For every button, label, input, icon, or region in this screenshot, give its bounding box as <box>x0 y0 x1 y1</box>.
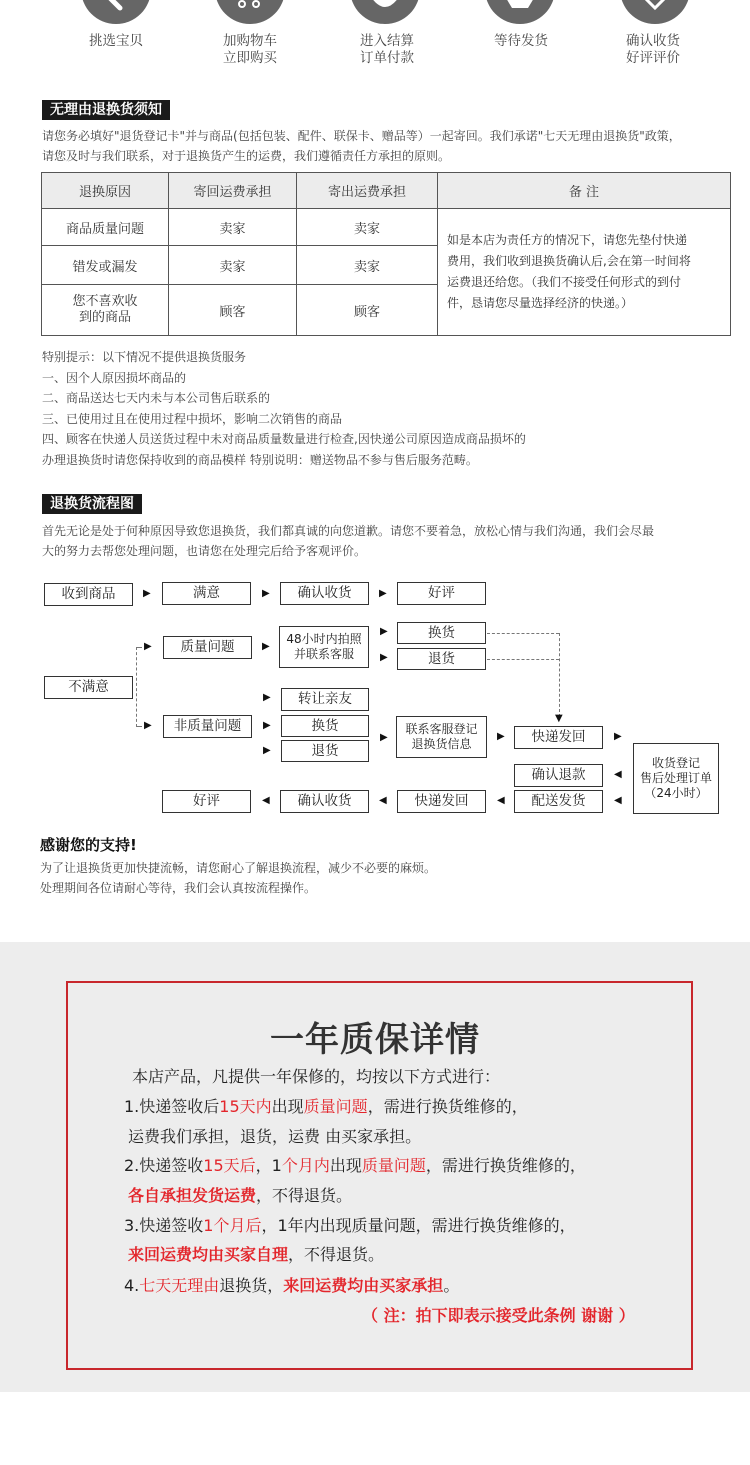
flow-connector <box>136 726 142 727</box>
table-cell: 顾客 <box>297 285 438 336</box>
flow-connector <box>487 659 559 660</box>
flow-satisfied: 满意 <box>162 582 251 605</box>
flow-unsatisfied: 不满意 <box>44 676 133 699</box>
wallet-icon <box>350 0 420 24</box>
step-label-1: 挑选宝贝 <box>89 33 143 49</box>
policy-title: 无理由退换货须知 <box>42 100 170 120</box>
arrow-left-icon: ◀ <box>262 795 270 806</box>
thanks-title: 感谢您的支持! <box>40 836 137 854</box>
table-cell: 商品质量问题 <box>42 209 169 246</box>
table-cell: 卖家 <box>169 209 297 246</box>
table-cell: 您不喜欢收 到的商品 <box>42 285 169 336</box>
flow-received: 收到商品 <box>44 583 133 606</box>
table-header: 寄回运费承担 <box>169 173 297 209</box>
flow-confirm-refund: 确认退款 <box>514 764 603 787</box>
flow-transfer: 转让亲友 <box>281 688 369 711</box>
arrow-left-icon: ◀ <box>614 769 622 780</box>
step-label-3: 进入结算 订单付款 <box>360 33 414 66</box>
table-cell: 卖家 <box>297 209 438 246</box>
flow-express-back-2: 快递发回 <box>397 790 486 813</box>
table-cell: 卖家 <box>169 246 297 285</box>
warranty-item-1-line-2: 运费我们承担，退货，运费 由买家承担。 <box>128 1127 422 1146</box>
warranty-item-3: 3.快递签收1个月后，1年内出现质量问题，需进行换货维修的， <box>124 1216 576 1235</box>
policy-intro: 请您务必填好"退货登记卡"并与商品(包括包装、配件、联保卡、赠品等）一起寄回。我们承诺"七天无理由退换货"政策， 请您及时与我们联系，对于退换货产生的运费，我们遵循责任方承担的原则。 <box>42 129 681 163</box>
warranty-title: 一年质保详情 <box>270 1020 480 1060</box>
arrow-right-icon: ▶ <box>262 588 270 599</box>
arrow-left-icon: ◀ <box>497 795 505 806</box>
arrow-right-icon: ▶ <box>380 626 388 637</box>
flow-service-order: 收货登记 售后处理订单 （24小时） <box>633 743 719 814</box>
arrow-down-icon: ▼ <box>555 713 563 724</box>
flow-connector <box>136 647 137 727</box>
arrow-right-icon: ▶ <box>263 692 271 703</box>
flow-good-review: 好评 <box>397 582 486 605</box>
search-icon <box>81 0 151 24</box>
table-note-cell: 如是本店为责任方的情况下，请您先垫付快递 费用，我们收到退换货确认后,会在第一时间将 运费退还给您。（我们不接受任何形式的到付 件，恳请您尽量选择经济的快递。） <box>438 209 731 336</box>
package-icon <box>620 0 690 24</box>
step-label-2: 加购物车 立即购买 <box>223 33 277 66</box>
table-header: 备 注 <box>438 173 731 209</box>
arrow-right-icon: ▶ <box>380 652 388 663</box>
special-notes: 特别提示：以下情况不提供退换货服务 一、因个人原因损坏商品的 二、商品送达七天内未与本公司售后联系的 三、已使用过且在使用过程中损坏，影响二次销售的商品 四、顾客在快递人员送货过程中未对商品质量数量进行检查,因快递公司原因造成商品损坏的 办理退换货时请您保持收到的商品模样 特别说明：赠送物品不参与售后服务范畴。 <box>42 350 526 467</box>
flow-connector <box>559 633 560 717</box>
warranty-item-4: 4.七天无理由退换货，来回运费均由买家承担。 <box>124 1276 460 1295</box>
flow-express-back: 快递发回 <box>514 726 603 749</box>
table-header-row <box>42 173 731 209</box>
arrow-right-icon: ▶ <box>263 745 271 756</box>
warranty-item-2-line-2: 各自承担发货运费，不得退货。 <box>128 1186 353 1205</box>
flow-confirm-receipt-2: 确认收货 <box>280 790 369 813</box>
arrow-right-icon: ▶ <box>144 641 152 652</box>
flow-non-quality-issue: 非质量问题 <box>163 715 252 738</box>
table-cell: 顾客 <box>169 285 297 336</box>
table-header: 寄出运费承担 <box>297 173 438 209</box>
flow-quality-issue: 质量问题 <box>163 636 252 659</box>
warranty-item-2: 2.快递签收15天后，1个月内出现质量问题，需进行换货维修的， <box>124 1156 586 1175</box>
flow-intro: 首先无论是处于何种原因导致您退换货，我们都真诚的向您道歉。请您不要着急，放松心情与我们沟通，我们会尽最 大的努力去帮您处理问题，也请您在处理完后给予客观评价。 <box>42 524 655 558</box>
warranty-item-3-line-2: 来回运费均由买家自理，不得退货。 <box>128 1245 385 1264</box>
warranty-footnote: （ 注：拍下即表示接受此条例 谢谢 ） <box>362 1306 635 1325</box>
flow-deliver: 配送发货 <box>514 790 603 813</box>
flow-return-2: 退货 <box>281 740 369 762</box>
flow-confirm-receipt: 确认收货 <box>280 582 369 605</box>
warranty-intro: 本店产品，凡提供一年保修的，均按以下方式进行： <box>132 1067 501 1086</box>
shipping-icon <box>485 0 555 24</box>
table-header: 退换原因 <box>42 173 169 209</box>
arrow-right-icon: ▶ <box>614 731 622 742</box>
return-policy-table <box>41 172 731 336</box>
arrow-right-icon: ▶ <box>497 731 505 742</box>
warranty-item-1: 1.快递签收后15天内出现质量问题，需进行换货维修的， <box>124 1097 528 1116</box>
cart-icon <box>215 0 285 24</box>
step-label-5: 确认收货 好评评价 <box>626 33 680 66</box>
table-row <box>42 209 731 246</box>
flow-photo-contact: 48小时内拍照 并联系客服 <box>279 626 369 668</box>
flow-exchange: 换货 <box>397 622 486 644</box>
arrow-right-icon: ▶ <box>144 720 152 731</box>
table-cell: 错发或漏发 <box>42 246 169 285</box>
flow-connector <box>487 633 559 634</box>
arrow-right-icon: ▶ <box>262 641 270 652</box>
arrow-left-icon: ◀ <box>614 795 622 806</box>
step-label-4: 等待发货 <box>494 33 548 49</box>
arrow-right-icon: ▶ <box>263 720 271 731</box>
flow-register-info: 联系客服登记 退换货信息 <box>396 716 487 758</box>
flow-good-review-2: 好评 <box>162 790 251 813</box>
flow-connector <box>136 647 142 648</box>
flow-return: 退货 <box>397 648 486 670</box>
table-cell: 卖家 <box>297 246 438 285</box>
arrow-right-icon: ▶ <box>143 588 151 599</box>
arrow-right-icon: ▶ <box>379 588 387 599</box>
thanks-text: 为了让退换货更加快捷流畅，请您耐心了解退换流程，减少不必要的麻烦。 处理期间各位请耐心等待，我们会认真按流程操作。 <box>40 861 437 895</box>
arrow-left-icon: ◀ <box>379 795 387 806</box>
flow-exchange-2: 换货 <box>281 715 369 737</box>
arrow-right-icon: ▶ <box>380 732 388 743</box>
flow-title: 退换货流程图 <box>42 494 142 514</box>
